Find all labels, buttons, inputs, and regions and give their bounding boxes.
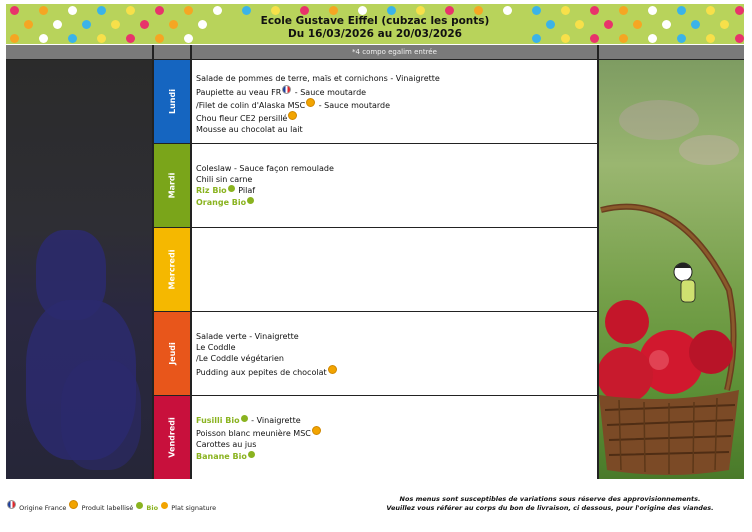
dish-item	[196, 85, 440, 98]
confetti-dot	[619, 6, 628, 15]
confetti-dot	[648, 6, 657, 15]
top-bar-right	[599, 45, 744, 59]
day-name: Lundi	[167, 88, 177, 114]
confetti-dot	[329, 6, 338, 15]
bio-icon	[241, 415, 248, 422]
dish-item	[196, 98, 440, 111]
day-menu-cell	[192, 144, 597, 227]
day-name: Jeudi	[167, 342, 177, 365]
menu-header	[6, 4, 744, 44]
legend-origin-france: Origine France	[19, 504, 67, 512]
day-menu-cell	[192, 396, 597, 479]
photo-shadow	[61, 360, 141, 470]
dish-list	[196, 415, 322, 462]
confetti-dot	[271, 6, 280, 15]
confetti-dot	[68, 6, 77, 15]
confetti-dot	[97, 6, 106, 15]
confetti-dot	[387, 6, 396, 15]
dish-item	[196, 73, 440, 84]
dish-item	[196, 365, 338, 378]
dish-name: Salade de pommes de terre, maïs et cornichons - Vinaigrette	[196, 74, 440, 84]
label-icon	[288, 111, 297, 120]
dish-suffix: - Sauce moutarde	[316, 100, 391, 110]
dish-name: Mousse au chocolat au lait	[196, 125, 303, 135]
label-icon	[312, 426, 321, 435]
dish-item	[196, 439, 322, 450]
dish-name: Riz Bio	[196, 186, 227, 196]
dish-name: Poisson blanc meunière MSC	[196, 429, 311, 439]
label-icon	[306, 98, 315, 107]
dish-item	[196, 174, 334, 185]
confetti-dot	[561, 6, 570, 15]
footer-note	[385, 495, 715, 513]
dish-item	[196, 426, 322, 439]
confetti-dot	[735, 6, 744, 15]
day-name: Mercredi	[167, 249, 177, 290]
confetti-dot	[532, 6, 541, 15]
dish-item	[196, 197, 334, 208]
confetti-dot	[416, 6, 425, 15]
dish-item	[196, 353, 338, 364]
bio-icon	[248, 451, 255, 458]
page-title	[6, 15, 744, 41]
legend-bio: Bio	[146, 504, 159, 512]
legend-produit-labellise: Produit labellisé	[81, 504, 134, 512]
dish-item	[196, 163, 334, 174]
confetti-dot	[590, 6, 599, 15]
dish-item	[196, 331, 338, 342]
dish-suffix: - Vinaigrette	[248, 415, 301, 425]
legend	[6, 500, 216, 512]
dish-name: /Le Coddle végétarien	[196, 354, 284, 364]
day-label-1	[154, 144, 190, 227]
dish-name: Carottes au jus	[196, 440, 257, 450]
confetti-dot	[445, 6, 454, 15]
dish-item	[196, 124, 440, 135]
dish-name: Le Coddle	[196, 343, 236, 353]
day-label-2	[154, 228, 190, 311]
dish-name: /Filet de colin d'Alaska MSC	[196, 100, 306, 110]
confetti-dot	[126, 6, 135, 15]
dish-name: Chili sin carne	[196, 175, 253, 185]
day-menu-cell	[192, 60, 597, 143]
dish-name: Banane Bio	[196, 451, 247, 461]
dish-name: Pudding aux pepites de chocolat	[196, 367, 327, 377]
confetti-dot	[10, 6, 19, 15]
footer-note-line1: Nos menus sont susceptibles de variations sous réserve des approvisionnements.	[399, 495, 701, 503]
menu-subheader: *4 compo egalim entrée	[192, 45, 597, 59]
dish-list	[196, 163, 334, 208]
day-label-0	[154, 60, 190, 143]
day-menu-cell	[192, 312, 597, 395]
dish-suffix: Pilaf	[235, 186, 256, 196]
confetti-dot	[706, 6, 715, 15]
confetti-dot	[358, 6, 367, 15]
dish-name: Chou fleur CE2 persillé	[196, 113, 288, 123]
character-mascot-icon	[674, 263, 695, 302]
menu-board	[6, 45, 744, 479]
confetti-dot	[503, 6, 512, 15]
dish-name: Paupiette au veau FR	[196, 87, 282, 97]
day-menu-cell	[192, 228, 597, 311]
confetti-dot	[677, 6, 686, 15]
legend-plat-signature: Plat signature	[171, 504, 217, 512]
signature-icon	[161, 502, 168, 509]
day-label-3	[154, 312, 190, 395]
dish-name: Coleslaw - Sauce façon remoulade	[196, 163, 334, 173]
dish-item	[196, 111, 440, 124]
dish-item	[196, 185, 334, 196]
dish-item	[196, 342, 338, 353]
bio-icon	[136, 502, 143, 509]
dish-name: Fusilli Bio	[196, 415, 240, 425]
confetti-dot	[184, 6, 193, 15]
dish-suffix: - Sauce moutarde	[292, 87, 367, 97]
bio-icon	[247, 197, 254, 204]
school-name: Ecole Gustave Eiffel (cubzac les ponts)	[260, 15, 490, 27]
day-name: Vendredi	[167, 417, 177, 458]
day-name: Mardi	[167, 172, 177, 199]
bio-icon	[228, 185, 235, 192]
confetti-dot	[155, 6, 164, 15]
label-icon	[69, 500, 78, 509]
top-bar-days	[154, 45, 190, 59]
apple-basket-illustration	[599, 60, 744, 479]
left-decorative-photo	[6, 60, 152, 479]
top-bar-left	[6, 45, 152, 59]
dish-item	[196, 451, 322, 462]
dish-name: Orange Bio	[196, 197, 247, 207]
date-range: Du 16/03/2026 au 20/03/2026	[288, 28, 462, 40]
confetti-dot	[242, 6, 251, 15]
footer-note-line2: Veuillez vous référer au corps du bon de livraison, ci dessous, pour l'origine des viandes.	[386, 504, 714, 512]
apple-basket-photo	[599, 60, 744, 479]
dish-list	[196, 331, 338, 378]
confetti-dot	[39, 6, 48, 15]
france-flag-icon	[7, 500, 16, 509]
confetti-dot	[300, 6, 309, 15]
confetti-dot	[474, 6, 483, 15]
dish-list	[196, 73, 440, 135]
confetti-dot	[213, 6, 222, 15]
dish-item	[196, 415, 322, 426]
day-label-4	[154, 396, 190, 479]
dish-name: Salade verte - Vinaigrette	[196, 331, 299, 341]
france-flag-icon	[282, 85, 291, 94]
label-icon	[328, 365, 337, 374]
